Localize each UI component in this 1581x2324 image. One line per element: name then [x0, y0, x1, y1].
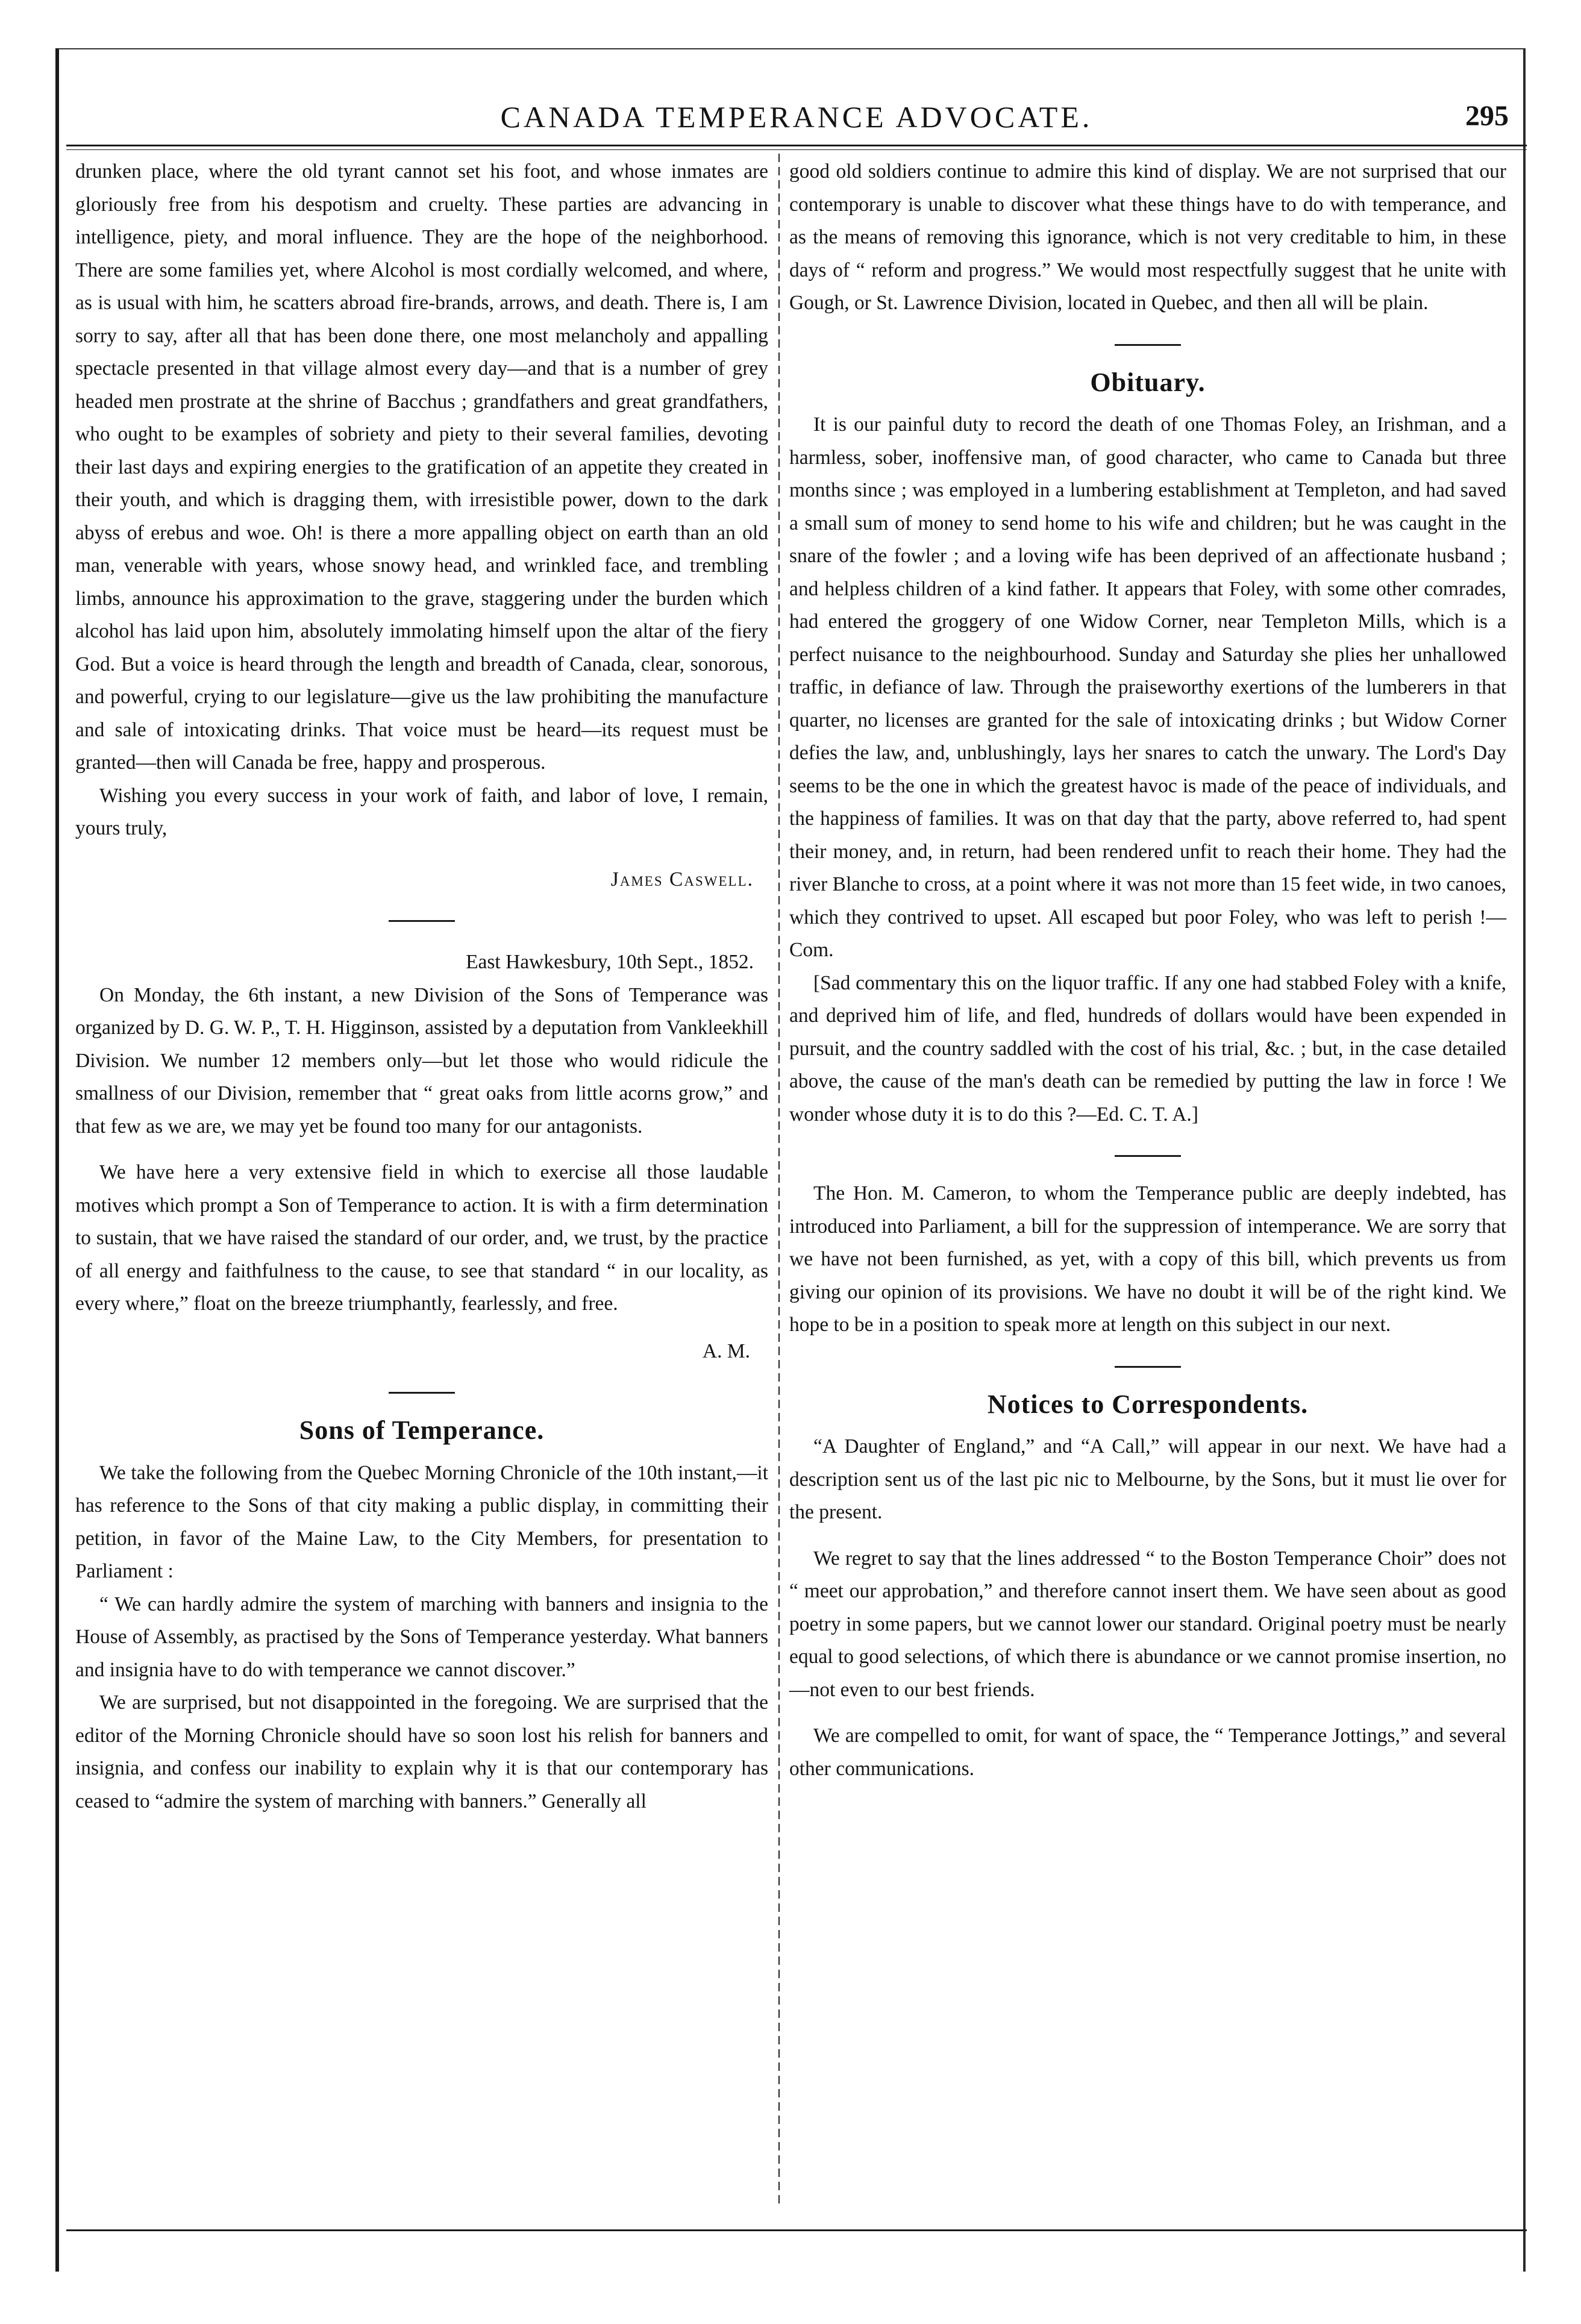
cameron-paragraph: The Hon. M. Cameron, to whom the Temperance public are deeply indebted, has introduced into Parliament, a bill for the suppression of intemperance. We are sorry that we have not been furnished, as yet, with a copy of this bill, which prevents us from giving our opinion of its provisions. We have no doubt it will be of the right kind. We hope to be in a position to speak more at length on this subject in our next. [789, 1182, 1506, 1336]
author-initials: A. M. [702, 1339, 750, 1362]
right-column [789, 155, 1506, 1785]
footer-rule [66, 2229, 1527, 2231]
letter-closing: Wishing you every success in your work of faith, and labor of love, I remain, yours truly, [75, 784, 768, 839]
notice-paragraph: We are compelled to omit, for want of space, the “ Temperance Jottings,” and several other communications. [789, 1724, 1506, 1780]
sons-paragraph: We take the following from the Quebec Morning Chronicle of the 10th instant,—it has reference to the Sons of that city making a public display, in committing their petition, in favor of the Maine Law, to the City Members, for presentation to Parliament : [75, 1461, 768, 1582]
paragraph-spacer [789, 1529, 1506, 1543]
sons-of-temperance-heading: Sons of Temperance. [299, 1415, 545, 1445]
column-divider [778, 154, 780, 2208]
notices-heading: Notices to Correspondents. [987, 1389, 1309, 1419]
page-number: 295 [1465, 100, 1509, 132]
obituary-paragraph: It is our painful duty to record the death of one Thomas Foley, an Irishman, and a harmless, sober, inoffensive man, of good character, who came to Canada but three months since ; was employed in a lumbering establishment at Templeton, and had saved a small sum of money to send home to his wife and children; but he was caught in the snare of the fowler ; and a loving wife has been deprived of an affectionate husband ; and helpless children of a kind father. It appears that Foley, with some other comrades, had entered the groggery of one Widow Corner, near Templeton Mills, which is a perfect nuisance to the neighbourhood. Sunday and Saturday she plies her unhallowed traffic, in defiance of law. Through the praiseworthy exertions of the lumberers in that quarter, no licenses are granted for the sale of intoxicating drinks ; but Widow Corner defies the law, and, unblushingly, lays her snares to catch the unwary. The Lord's Day seems to be the one in which the greatest havoc is made of the peace of individuals, and the happiness of families. It was on that day that the party, above referred to, had spent their money, and, in return, had been rendered unfit to reach their home. They had the river Blanche to cross, at a point where it was not more than 15 feet wide, in two canoes, which they contrived to upset. All escaped but poor Foley, who was left to perish !—Com. [789, 413, 1506, 961]
header-rule [66, 145, 1527, 150]
sons-paragraph: We are surprised, but not disappointed in the foregoing. We are surprised that the editor of the Morning Chronicle should have so soon lost his relish for banners and insignia, and confess our inability to explain why it is that our contemporary has ceased to “admire the system of marching with banners.” Generally all [75, 1691, 768, 1812]
letter-paragraph: drunken place, where the old tyrant cannot set his foot, and whose inmates are gloriously free from his despotism and cruelty. These parties are advancing in intelligence, piety, and moral influence. They are the hope of the neighborhood. There are some families yet, where Alcohol is most cordially welcomed, and where, as is usual with him, he scatters abroad fire-brands, arrows, and death. There is, I am sorry to say, after all that has been done there, one most melancholy and appalling spectacle presented in that village almost every day—and that is a number of grey headed men prostrate at the shrine of Bacchus ; grandfathers and great grandfathers, who ought to be examples of sobriety and piety to their several families, devoting their last days and expiring energies to the gratification of an appetite they created in their youth, and which is dragging them, with irresistible power, down to the dark abyss of erebus and woe. Oh! is there a more appalling object on earth than an old man, venerable with years, whose snowy head, and wrinkled face, and trembling limbs, announce his approximation to the grave, staggering under the burden which alcohol has laid upon him, absolutely immolating himself upon the altar of the fiery God. But a voice is heard through the length and breadth of Canada, clear, sonorous, and powerful, crying to our legislature—give us the law prohibiting the manufacture and sale of intoxicating drinks. That voice must be heard—its request must be granted—then will Canada be free, happy and prosperous. [75, 160, 768, 774]
continuation-paragraph: good old soldiers continue to admire this kind of display. We are not surprised that our contemporary is unable to discover what these things have to do with temperance, and as the means of removing this ignorance, which is not very creditable to him, in these days of “ reform and progress.” We would most respectfully suggest that he unite with Gough, or St. Lawrence Division, located in Quebec, and then all will be plain. [789, 160, 1506, 314]
section-divider [389, 920, 455, 922]
running-header [72, 99, 1521, 148]
left-column [75, 155, 768, 1818]
letter-signature: James Caswell. [610, 868, 754, 891]
editor-commentary: [Sad commentary this on the liquor traffic. If any one had stabbed Foley with a knife, and deprived him of life, and fled, hundreds of dollars would have been expended in pursuit, and the country saddled with the cost of his trial, &c. ; but, in the case detailed above, the cause of the man's death can be remedied by putting the law in force ! We wonder whose duty it is to do this ?—Ed. C. T. A.] [789, 971, 1506, 1126]
sons-quotation: “ We can hardly admire the system of marching with banners and insignia to the House of Assembly, as practised by the Sons of Temperance yesterday. What banners and insignia have to do with temperance we cannot discover.” [75, 1593, 768, 1681]
paragraph-spacer [789, 1706, 1506, 1720]
section-divider [1115, 1155, 1181, 1157]
notice-paragraph: “A Daughter of England,” and “A Call,” will appear in our next. We have had a description sent us of the last pic nic to Melbourne, by the Sons, but it must lie over for the present. [789, 1435, 1506, 1523]
section-divider [1115, 344, 1181, 346]
section-divider [1115, 1366, 1181, 1368]
dateline: East Hawkesbury, 10th Sept., 1852. [466, 951, 754, 973]
division-paragraph: We have here a very extensive field in which to exercise all those laudable motives which prompt a Son of Temperance to action. It is with a firm determination to sustain, that we have raised the standard of our order, and, we trust, by the practice of all energy and faithfulness to the cause, to see that standard “ in our locality, as every where,” float on the breeze triumphantly, fearlessly, and free. [75, 1161, 768, 1315]
page-title: CANADA TEMPERANCE ADVOCATE. [500, 100, 1093, 134]
section-divider [389, 1392, 455, 1394]
notice-paragraph: We regret to say that the lines addressed “ to the Boston Temperance Choir” does not “ meet our approbation,” and therefore cannot insert them. We have seen about as good poetry in some papers, but we cannot lower our standard. Original poetry must be nearly equal to good selections, of which there is abundance or we cannot promise insertion, no—not even to our best friends. [789, 1547, 1506, 1701]
obituary-heading: Obituary. [1090, 367, 1206, 397]
division-paragraph: On Monday, the 6th instant, a new Division of the Sons of Temperance was organized by D. G. W. P., T. H. Higginson, assisted by a deputation from Vankleekhill Division. We number 12 members only—but let those who would ridicule the smallness of our Division, remember that “ great oaks from little acorns grow,” and that few as we are, we may yet be found too many for our antagonists. [75, 983, 768, 1138]
paragraph-spacer [75, 1143, 768, 1156]
